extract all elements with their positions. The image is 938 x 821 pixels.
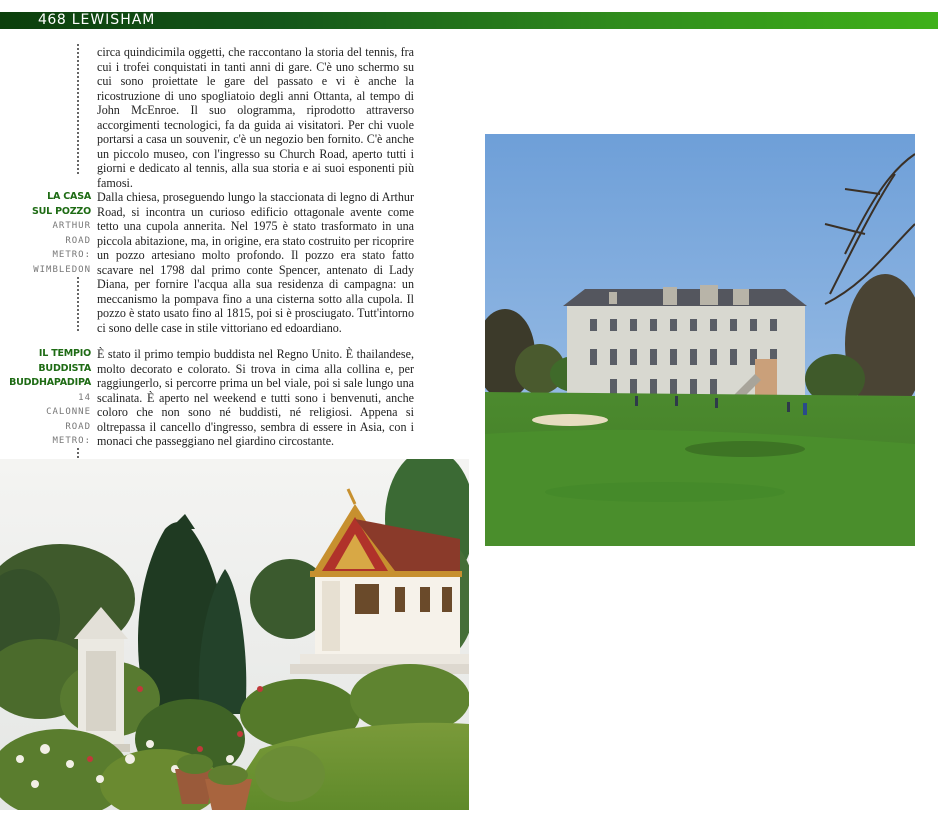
sidebar-address: ROAD xyxy=(65,235,91,246)
page-header-text xyxy=(38,12,155,29)
margin-dotted-rule xyxy=(77,44,79,174)
paragraph-tennis-museum: circa quindicimila oggetti, che raccontano la storia del tennis, fra cui i trofei conquistati in tanti anni di gare. C'è uno schermo su cui sono proiettate le gare del passato e vi è anche la ricostruzione di uno spogliatoio degli anni Ottanta, al tempo di John McEnroe. Il suo ologramma, riprodotto attraverso accorgimenti tecnologici, fa da guida ai visitatori. Per chi vuole portarsi a casa un souvenir, c'è un negozio ben fornito. C'è anche un piccolo museo, con l'ingresso su Church Road, aperto tutti i giorni e dedicato al tennis, alla sua storia e ai suoi esponenti più famosi. xyxy=(97,45,414,190)
temple-garden-photo xyxy=(0,459,469,810)
sidebar-address: CALONNE xyxy=(46,407,91,417)
sidebar-address: ROAD xyxy=(65,421,91,432)
sidebar-title: IL TEMPIO xyxy=(38,348,91,359)
manor-house-photo xyxy=(485,134,915,546)
sidebar-title: LA CASA xyxy=(47,191,91,202)
paragraph-buddhist-temple: È stato il primo tempio buddista nel Regno Unito. È thailandese, molto decorato e colorato. Si trova in cima alla collina e, per raggiungerlo, si percorre prima un bel viale, poi si sale lungo una scalinata. È aperto nel weekend e tutti sono i benvenuti, anche coloro che non sono né buddisti, né religiosi. Appena si oltrepassa il cancello d'ingresso, sembra di essere in Asia, con i monaci che passeggiano nel giardino circostante. xyxy=(97,347,414,448)
paragraph-well-house: Dalla chiesa, proseguendo lungo la staccionata di legno di Arthur Road, si incontra un curioso edificio ottagonale avente come tetto una cupola annerita. Nel 1975 è stato trasformato in una piccola abitazione, ma, in origine, era stato costruito per ricoprire un pozzo artesiano molto profondo. Il pozzo era stato fatto scavare nel 1798 dal primo conte Spencer, antenato di Lady Diana, per fornire l'acqua alla sua residenza di campagna: un meccanismo la pompava fino a una cisterna sotto alla cupola. Il pozzo è stato usato fino al 1815, poi si è prosciugato. Tutt'intorno ci sono delle case in stile vittoriano ed edoardiano. xyxy=(97,190,414,335)
sidebar-title: SUL POZZO xyxy=(31,205,91,217)
section-title: LEWISHAM xyxy=(71,12,156,28)
margin-dotted-rule xyxy=(77,448,79,458)
page-header xyxy=(0,12,938,29)
sidebar-title: BUDDHAPADIPA xyxy=(9,377,91,388)
sidebar-well xyxy=(6,190,91,277)
page-number: 468 xyxy=(38,12,67,28)
sidebar-metro-label: METRO: xyxy=(52,436,91,446)
sidebar-title: BUDDISTA xyxy=(38,362,91,374)
sidebar-address: 14 xyxy=(78,392,91,403)
sidebar-metro: WIMBLEDON xyxy=(33,264,91,275)
sidebar-metro-label: METRO: xyxy=(52,250,91,260)
sidebar-address: ARTHUR xyxy=(52,221,91,231)
margin-dotted-rule xyxy=(77,277,79,331)
sidebar-temple xyxy=(6,347,91,449)
